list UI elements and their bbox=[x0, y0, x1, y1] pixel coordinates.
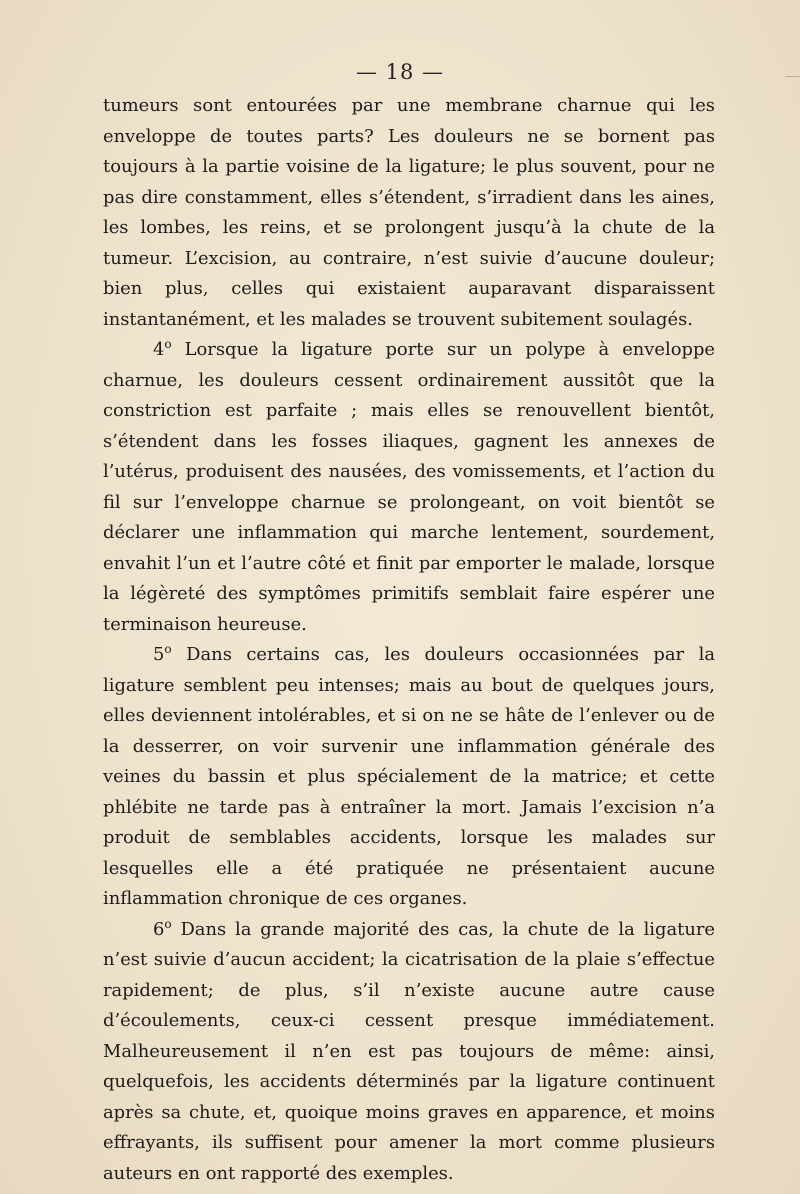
item-number: 6 bbox=[153, 918, 165, 940]
paragraph-text: Dans certains cas, les douleurs occasionnées par la ligature semblent peu intenses; mais au bout de quelques jours, elles deviennent intolérables, et si on ne se hâte de l’enlever ou de la desserrer, on voir survenir une inflammation générale des veines du bassin et plus spécialement de la matrice; et cette phlébite ne tarde pas à entraîner la mort. Jamais l’excision n’a produit de semblables accidents, lorsque les malades sur lesquelles elle a été pratiquée ne présentaient aucune inflammation chronique de ces organes. bbox=[103, 644, 715, 909]
paragraph-text: tumeurs sont entourées par une membrane charnue qui les enveloppe de toutes parts? Les douleurs ne se bornent pas toujours à la partie voisine de la ligature; le plus souvent, pour ne pas dire constamment, elles s’étendent, s’irradient dans les aines, les lombes, les reins, et se prolongent jusqu’à la chute de la tumeur. L’excision, au contraire, n’est suivie d’aucune douleur; bien plus, celles qui existaient auparavant disparaissent instantanément, et les malades se trouvent subitement soulagés. bbox=[103, 95, 715, 330]
item-number: 5 bbox=[153, 644, 165, 665]
paragraph-text: Lorsque la ligature porte sur un polype à enveloppe charnue, les douleurs cessent ordinairement aussitôt que la constriction est parfaite ; mais elles se renouvellent bientôt, s’étendent dans les fosses iliaques, gagnent les annexes de l’utérus, produisent des nausées, des vomissements, et l’action du fil sur l’enveloppe charnue se prolongeant, on voit bientôt se déclarer une inflammation qui marche lentement, sourdement, envahit l’un et l’autre côté et finit par emporter le malade, lorsque la légèreté des symptômes primitifs semblait faire espérer une terminaison heureuse. bbox=[103, 339, 715, 635]
paragraph-item-5 bbox=[103, 640, 715, 915]
paragraph-continuation bbox=[103, 91, 715, 335]
ordinal-mark: o bbox=[164, 337, 172, 352]
ordinal-mark: o bbox=[164, 916, 172, 931]
page-number: — 18 — bbox=[355, 60, 445, 84]
paragraph-item-4 bbox=[103, 335, 715, 640]
paragraph-item-6 bbox=[103, 915, 715, 1190]
ordinal-mark: o bbox=[164, 642, 172, 657]
item-number: 4 bbox=[153, 339, 165, 360]
body-text bbox=[103, 91, 715, 1189]
paragraph-text: Dans la grande majorité des cas, la chute de la ligature n’est suivie d’aucun accident; la cicatrisation de la plaie s’effectue rapidement; de plus, s’il n’existe aucune autre cause d’écoulements, ceux-ci cessent presque immédiatement. Malheureusement il n’en est pas toujours de même: ainsi, quelquefois, les accidents déterminés par la ligature continuent après sa chute, et, quoique moins graves en apparence, et moins effrayants, ils suffisent pour amener la mort comme plusieurs auteurs en ont rapporté des exemples. bbox=[103, 918, 715, 1184]
